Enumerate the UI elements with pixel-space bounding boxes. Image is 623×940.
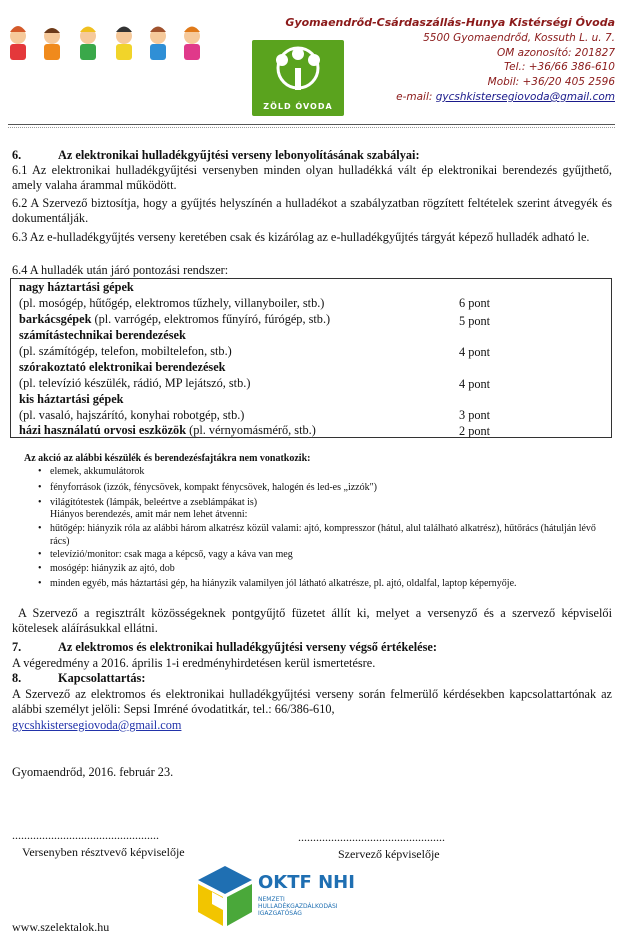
category-title: szórakoztató elektronikai berendezések [19, 360, 226, 374]
section-6-title: Az elektronikai hulladékgyűjtési verseny lebonyolításának szabályai: [58, 148, 420, 162]
header-divider-dotted [8, 127, 615, 128]
phone: Tel.: +36/66 386-610 [504, 61, 615, 74]
signature-line-left: ................................................. [12, 828, 159, 842]
exclusions-heading: Az akció az alábbi készülék és berendezésfajtákra nem vonatkozik: [24, 453, 311, 464]
signature-line-right: ................................................. [298, 830, 445, 844]
signature-label-left: Versenyben résztvevő képviselője [22, 845, 185, 859]
signature-label-right: Szervező képviselője [338, 847, 440, 861]
rule-6-3: 6.3 Az e-hulladékgyűjtés verseny keretében csak és kizárólag az e-hulladékgyűjtés tárgyát képező hulladék adható le. [12, 230, 590, 244]
category-points: 6 pont [459, 296, 491, 310]
category-points: 2 pont [459, 424, 491, 438]
list-item: • hűtőgép: hiányzik róla az alábbi három alkatrész közül valami: ajtó, kompresszor (hátul, alul található alkatrész), hűtőrács (hátulján lévő rács) [50, 523, 610, 548]
section-8-title: Kapcsolattartás: [58, 671, 146, 685]
section-7-number: 7. [12, 640, 22, 654]
category-points: 3 pont [459, 408, 491, 422]
category-line [19, 423, 604, 438]
oktf-sub-line: IGAZGATÓSÁG [258, 910, 302, 917]
category-items: (pl. vasaló, hajszárító, konyhai robotgép, stb.) [19, 408, 245, 422]
section-7-title: Az elektromos és elektronikai hulladékgyűjtési verseny végső értékelése: [58, 640, 437, 654]
logo-text: ZÖLD ÓVODA [263, 102, 333, 111]
section-6-number: 6. [12, 148, 22, 162]
oktf-sub-line: NEMZETI [258, 896, 285, 903]
oktf-nhi-logo-icon [190, 862, 260, 932]
category-points: 4 pont [459, 345, 491, 359]
children-illustration [0, 20, 210, 70]
section-8-text: A Szervező az elektromos és elektronikai hulladékgyűjtési verseny során felmerülő kérdésekben kapcsolattartónak az alábbi személyt jelöli: Sepsi Imréné óvodatitkár, tel.: 66/386-610, [12, 687, 612, 716]
email-label: e-mail: [396, 90, 433, 103]
category-points: 4 pont [459, 377, 491, 391]
list-item: • fényforrások (izzók, fénycsövek, kompakt fénycsövek, halogén és led-es „izzók") [50, 482, 377, 495]
header-contact-block [285, 16, 615, 105]
mobile: Mobil: +36/20 405 2596 [487, 76, 615, 89]
category-items: (pl. számítógép, telefon, mobiltelefon, stb.) [19, 344, 232, 358]
address: 5500 Gyomaendrőd, Kossuth L. u. 7. [423, 31, 615, 44]
category-items: (pl. televízió készülék, rádió, MP lejátszó, stb.) [19, 376, 251, 390]
category-items: (pl. varrógép, elektromos fűnyíró, fúrógép, stb.) [91, 312, 331, 326]
pontgyujto-paragraph: A Szervező a regisztrált közösségeknek pontgyűjtő füzetet állít ki, melyet a versenyző és a szervező képviselői kötelesek aláírásukkal ellátni. [12, 606, 612, 635]
rule-6-1: 6.1 Az elektronikai hulladékgyűjtési versenyben minden olyan hulladékká vált ép elektronikai berendezés gyűjthető, amely valaha árammal működött. [12, 163, 612, 192]
section-8-number: 8. [12, 671, 22, 685]
header-email-link[interactable]: gycshkistersegiovoda@gmail.com [435, 90, 615, 103]
list-item: • minden egyéb, más háztartási gép, ha hiányzik valamilyen jól látható alkatrésze, pl. ajtó, oldalfal, laptop képernyője. [50, 578, 610, 591]
list-item: • televízió/monitor: csak maga a képcső, vagy a káva van meg [50, 549, 293, 562]
oktf-title: OKTF NHI [258, 872, 355, 893]
contact-email-link[interactable]: gycshkistersegiovoda@gmail.com [12, 718, 182, 732]
category-items: (pl. mosógép, hűtőgép, elektromos tűzhely, villanyboiler, stb.) [19, 296, 325, 310]
om-id: OM azonosító: 201827 [497, 46, 615, 59]
list-item: • világítótestek (lámpák, beleértve a zseblámpákat is) [50, 497, 257, 510]
oktf-subtitle [258, 896, 338, 917]
header-divider [8, 124, 615, 125]
category-title: nagy háztartási gépek [19, 280, 134, 294]
section-7-text: A végeredmény a 2016. április 1-i eredményhirdetésen kerül ismertetésre. [12, 656, 376, 670]
oktf-sub-line: HULLADÉKGAZDÁLKODÁSI [258, 903, 338, 910]
category-title: barkácsgépek [19, 312, 92, 326]
category-items: (pl. vérnyomásmérő, stb.) [186, 423, 316, 437]
website-link[interactable]: www.szelektalok.hu [12, 920, 110, 934]
category-title: kis háztartási gépek [19, 392, 124, 406]
list-item: • mosógép: hiányzik az ajtó, dob [50, 563, 175, 576]
category-title: házi használatú orvosi eszközök [19, 423, 187, 437]
rule-6-2: 6.2 A Szervező biztosítja, hogy a gyűjtés helyszínén a hulladékot a szabályzatban rögzített feltételek szerint átvegyék és dokumentálják. [12, 196, 612, 225]
email-line [285, 90, 615, 105]
list-subheading: Hiányos berendezés, amit már nem lehet átvenni: [50, 509, 248, 520]
list-item: • elemek, akkumulátorok [50, 466, 144, 479]
document-date: Gyomaendrőd, 2016. február 23. [12, 765, 174, 779]
rule-6-4: 6.4 A hulladék után járó pontozási rendszer: [12, 263, 229, 277]
points-table [10, 278, 612, 438]
org-name: Gyomaendrőd-Csárdaszállás-Hunya Kistérségi Óvoda [285, 16, 615, 29]
category-line [19, 312, 604, 327]
category-points: 5 pont [459, 314, 491, 328]
exclusions-list [24, 466, 604, 596]
category-title: számítástechnikai berendezések [19, 328, 186, 342]
